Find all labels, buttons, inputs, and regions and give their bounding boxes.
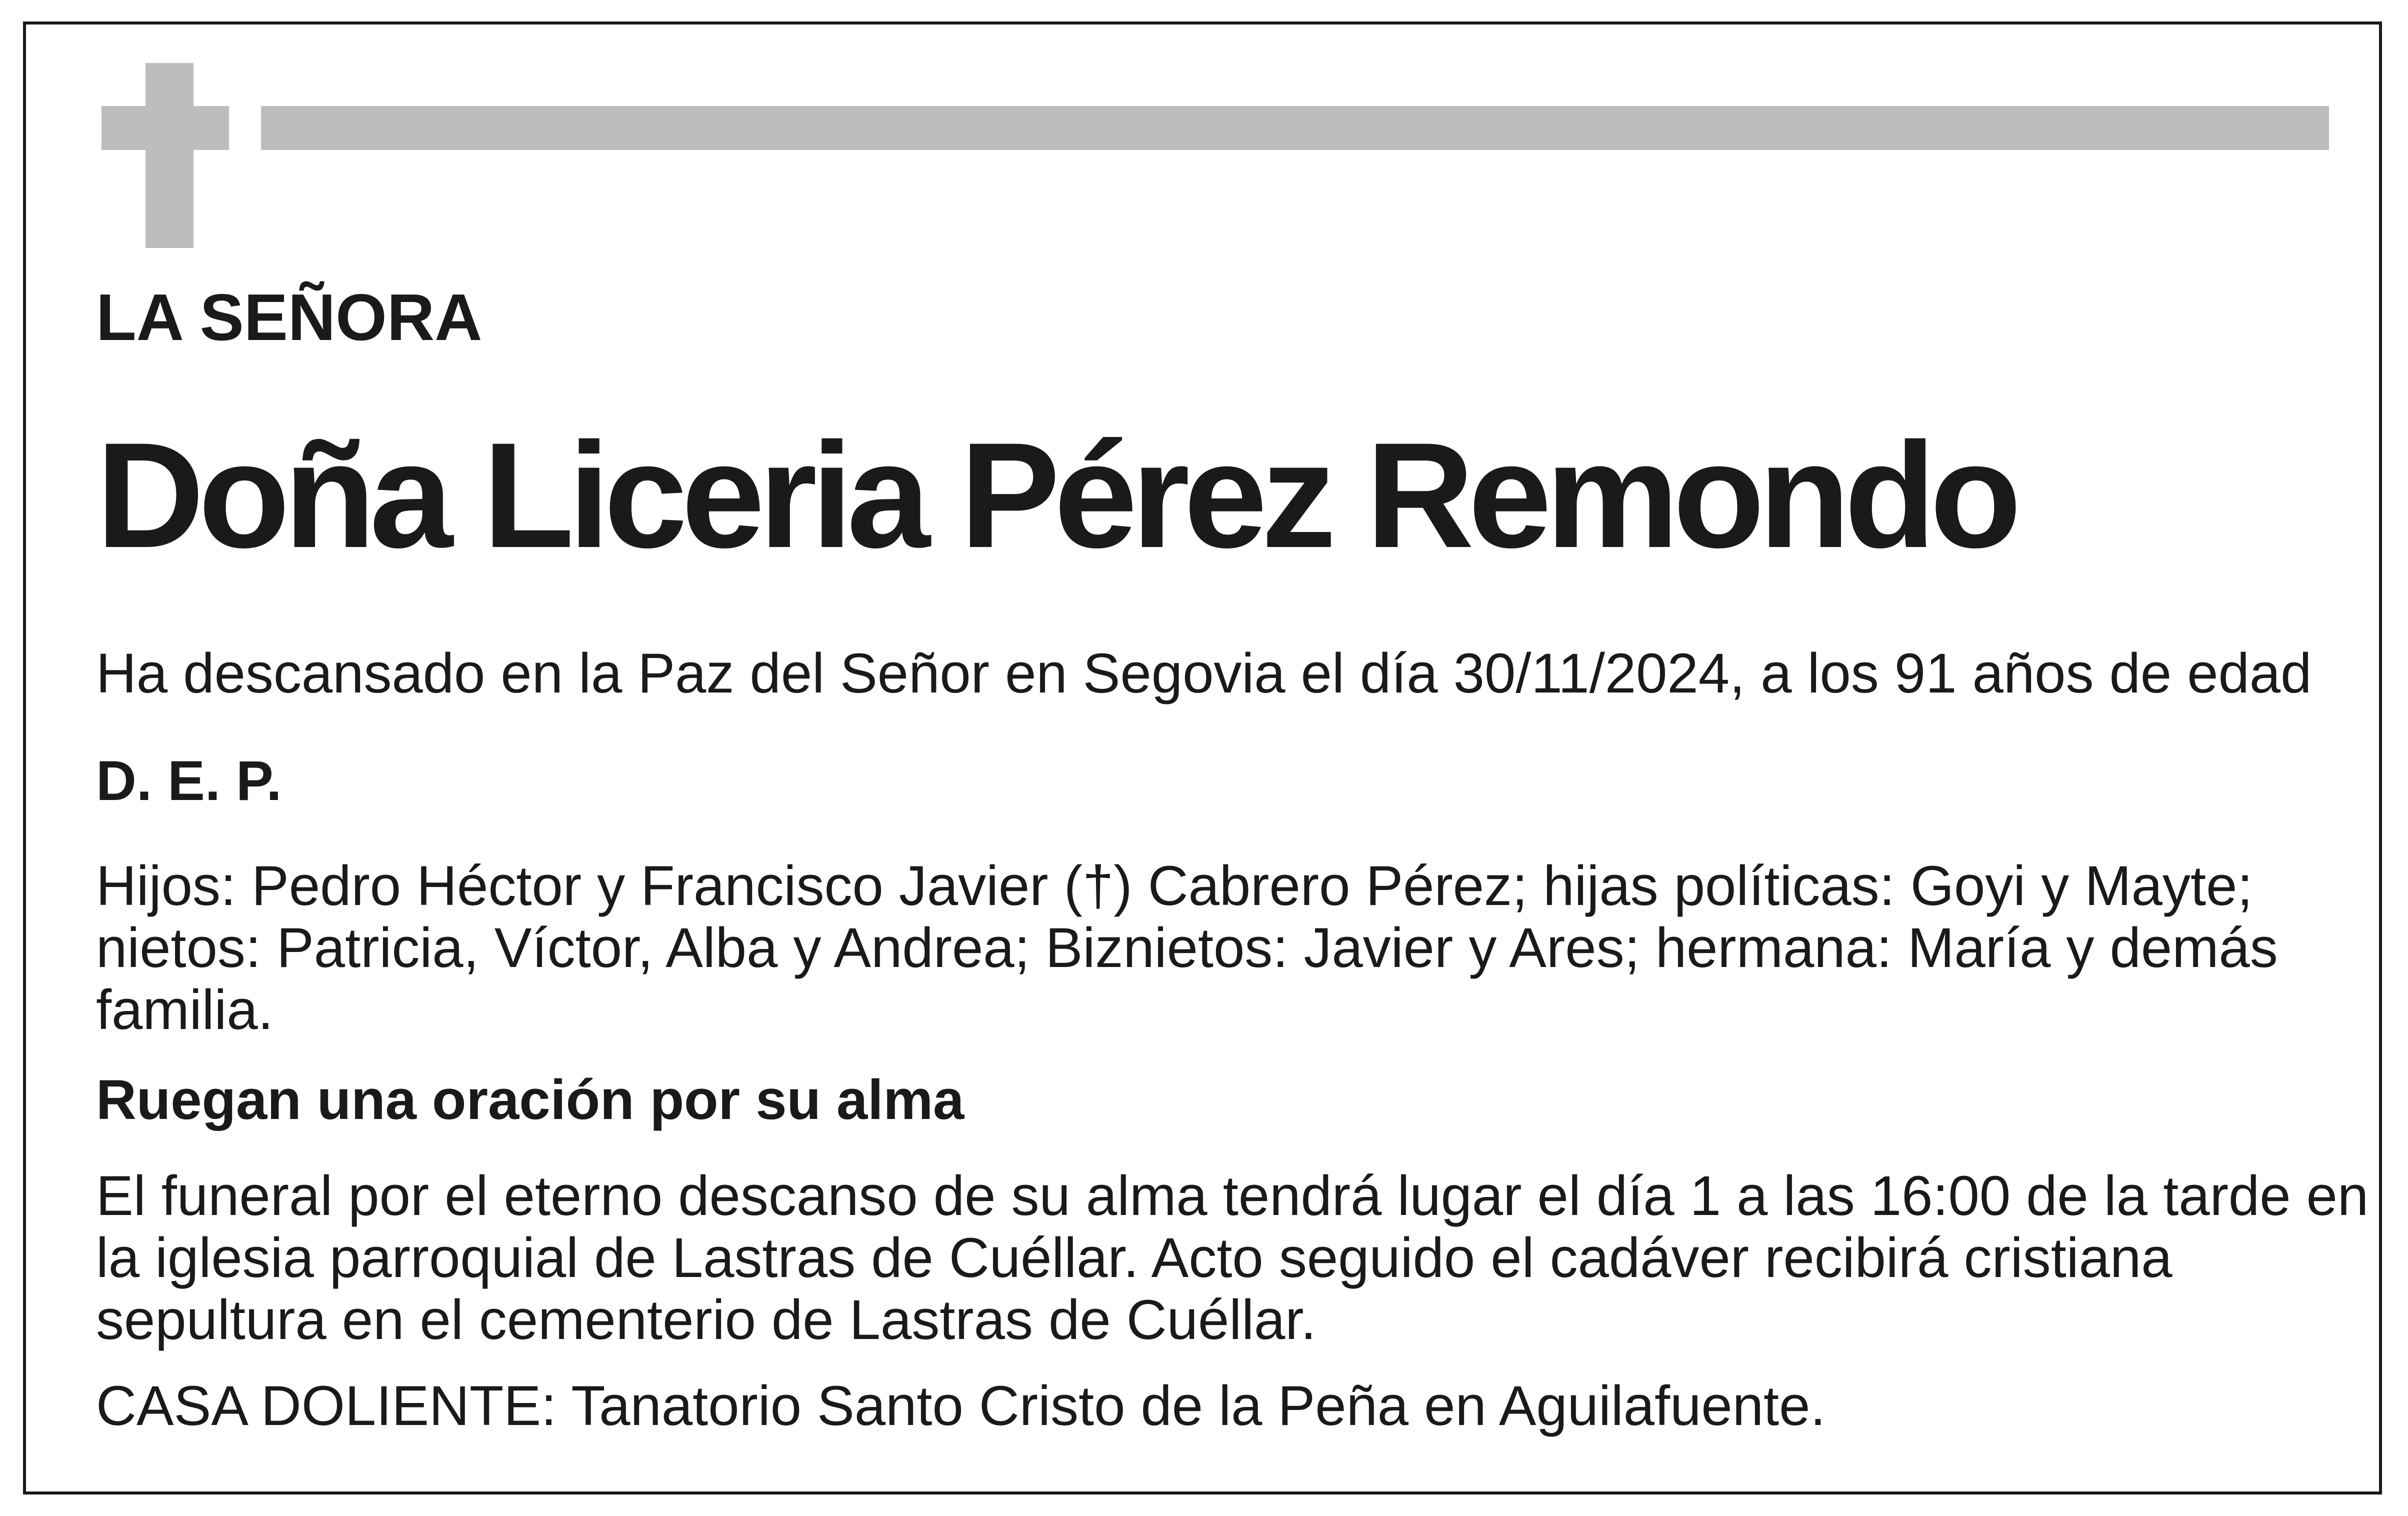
salutation: LA SEÑORA	[96, 280, 482, 354]
funeral-paragraph: El funeral por el eterno descanso de su alma tendrá lugar el día 1 a las 16:00 de la tarde en la iglesia parroquial de Lastras de Cuéllar. Acto seguido el cadáver recibirá cristiana sepultura en el cementerio de Lastras de Cuéllar.	[96, 1164, 2369, 1351]
mourning-home-line: CASA DOLIENTE: Tanatorio Santo Cristo de la Peña en Aguilafuente.	[96, 1374, 1826, 1437]
family-paragraph: Hijos: Pedro Héctor y Francisco Javier (†) Cabrero Pérez; hijas políticas: Goyi y Mayte; nietos: Patricia, Víctor, Alba y Andrea; Biznietos: Javier y Ares; hermana: María y demás familia.	[96, 854, 2278, 1041]
dep-line: D. E. P.	[96, 750, 282, 812]
cross-horizontal-bar	[102, 106, 229, 150]
cross-vertical-bar	[146, 63, 194, 248]
rest-line: Ha descansado en la Paz del Señor en Segovia el día 30/11/2024, a los 91 años de edad	[96, 642, 2312, 704]
header-rule	[261, 106, 2329, 150]
prayer-heading: Ruegan una oración por su alma	[96, 1068, 964, 1131]
deceased-name: Doña Liceria Pérez Remondo	[96, 411, 2016, 579]
